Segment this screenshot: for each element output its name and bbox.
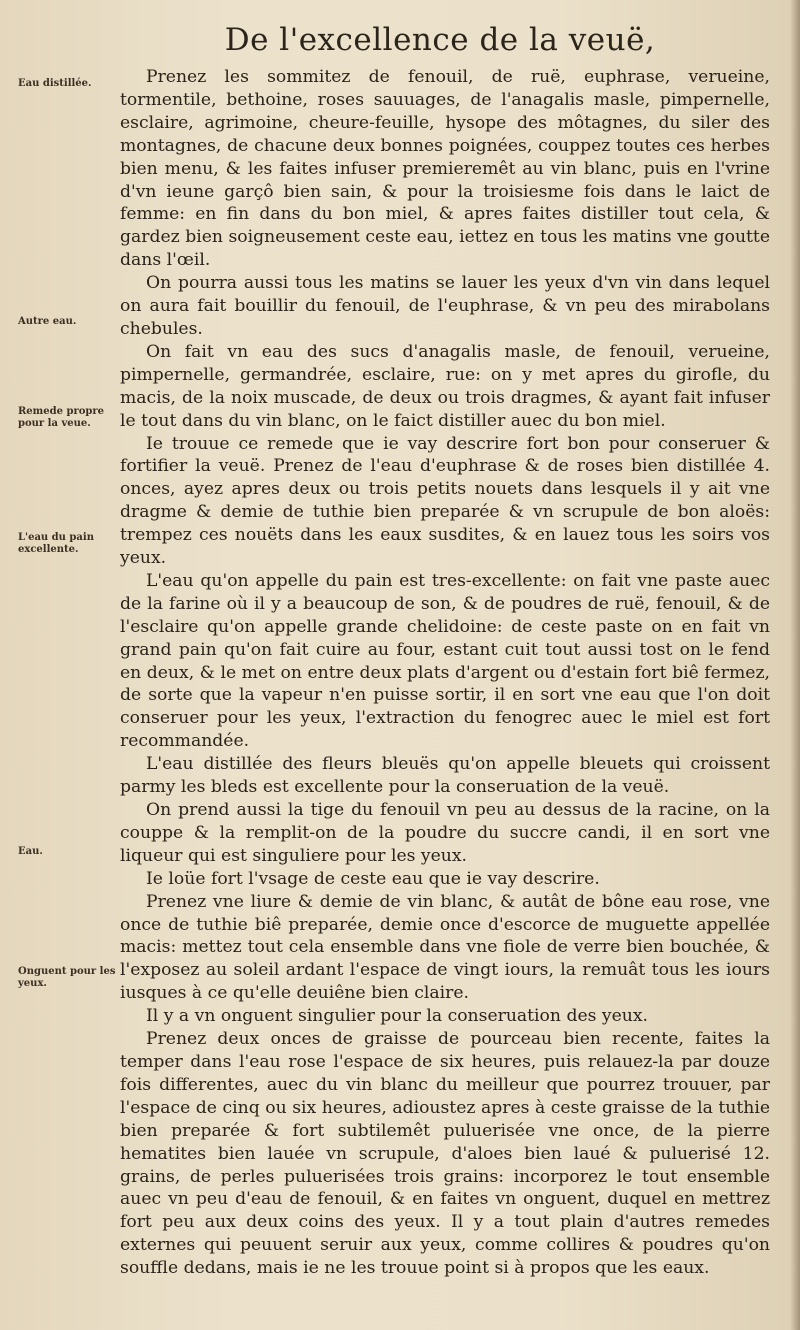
paragraph-bleuets: L'eau distillée des fleurs bleuës qu'on appelle bleuets qui croissent parmy les bleds est excellente pour la conseruation de la veuë.: [120, 754, 770, 798]
running-head: De l'excellence de la veuë,: [224, 22, 656, 58]
margin-note-remede-propre: Remede propre pour la veue.: [18, 406, 105, 429]
paragraph-eau-distillee: Prenez les sommitez de fenouil, de ruë, euphrase, verueine, tormentile, bethoine, roses sauuages, de l'anagalis masle, pimpernelle, esclaire, agrimoine, cheure-feuille, hysope des môtagnes, du siler des montagnes, de chacune deux bonnes poignées, couppez toutes ces herbes bien menu, & les faites infuser premieremêt au vin blanc, puis en l'vrine d'vn ieune garçô bien sain, & pour la troisiesme fois dans le laict de femme: en fin dans du bon miel, & apres faites distiller tout cela, & gardez bien soigneusement ceste eau, iettez en tous les matins vne goutte dans l'œil.: [120, 67, 770, 271]
paragraph-vin-blanc-tuthie: Prenez vne liure & demie de vin blanc, & autât de bône eau rose, vne once de tuthie biê preparée, demie once d'escorce de muguette appellée macis: mettez tout cela ensemble dans vne fiole de verre bien bouchée, & l'exposez au soleil ardant l'espace de vingt iours, la remuât tous les iours iusques à ce qu'elle deuiêne bien claire.: [120, 891, 770, 1004]
margin-note-eau: Eau.: [18, 846, 43, 857]
margin-note-eau-du-pain: L'eau du pain excellente.: [18, 532, 94, 555]
paragraph-eau-du-pain: L'eau qu'on appelle du pain est tres-excellente: on fait vne paste auec de la farine où il y a beaucoup de son, & de poudres de ruë, fenouil, & de l'esclaire qu'on appelle grande chelidoine: de ceste paste on en fait vn grand pain qu'on fait cuire au four, estant cuit tout aussi tost on le fend en deux, & le met on entre deux plats d'argent ou d'estain fort biê fermez, de sorte que la vapeur n'en puisse sortir, il en sort vne eau que l'on doit conseruer pour les yeux, l'extraction du fenogrec auec le miel est fort recommandée.: [120, 570, 770, 752]
margin-note-onguent: Onguent pour les yeux.: [18, 966, 116, 989]
margin-note-eau-distillee: Eau distillée.: [18, 78, 92, 89]
body-text: [120, 66, 770, 1280]
margin-note-autre-eau: Autre eau.: [18, 316, 77, 327]
paragraph-onguent-recette: Prenez deux onces de graisse de pourceau bien recente, faites la temper dans l'eau rose l'espace de six heures, puis relauez-la par douze fois differentes, auec du vin blanc du meilleur que pourrez trouuer, par l'espace de cinq ou six heures, adioustez apres à ceste graisse de la tuthie bien preparée & fort subtilemêt puluerisée vne once, de la pierre hematites bien lauée vn scrupule, d'aloes bien laué & puluerisé 12. grains, de perles puluerisées trois grains: incorporez le tout ensemble auec vn peu d'eau de fenouil, & en faites vn onguent, duquel en mettrez fort peu aux deux coins des yeux. Il y a tout plain d'autres remedes externes qui peuuent seruir aux yeux, comme collires & poudres qu'on souffle dedans, mais ie ne les trouue point si à propos que les eaux.: [120, 1029, 770, 1279]
page-edge-shadow: [790, 0, 800, 1330]
paragraph-onguent-intro: Il y a vn onguent singulier pour la conseruation des yeux.: [146, 1006, 649, 1027]
paragraph-fenouil-succre: On prend aussi la tige du fenouil vn peu au dessus de la racine, on la couppe & la remplit-on de la poudre du succre candi, il en sort vne liqueur qui est singuliere pour les yeux.: [120, 800, 770, 866]
paragraph-remede-propre: Ie trouue ce remede que ie vay descrire fort bon pour conseruer & fortifier la veuë. Prenez de l'eau d'euphrase & de roses bien distillée 4. onces, ayez apres deux ou trois petits nouets dans lesquels il y ait vne dragme & demie de tuthie bien preparée & vn scrupule de bon aloës: trempez ces nouëts dans les eaux susdites, & en lauez tous les soirs vos yeux.: [120, 433, 770, 569]
paragraph-lauer-les-yeux: On pourra aussi tous les matins se lauer les yeux d'vn vin dans lequel on aura fait bouillir du fenouil, de l'euphrase, & vn peu des mirabolans chebules.: [120, 273, 770, 339]
paragraph-autre-eau: On fait vn eau des sucs d'anagalis masle, de fenouil, verueine, pimpernelle, germandrée, esclaire, rue: on y met apres du girofle, du macis, de la noix muscade, de deux ou trois dragmes, & ayant fait infuser le tout dans du vin blanc, on le faict distiller auec du bon miel.: [120, 341, 770, 431]
paragraph-loue-eau: Ie loüe fort l'vsage de ceste eau que ie vay descrire.: [146, 868, 600, 889]
